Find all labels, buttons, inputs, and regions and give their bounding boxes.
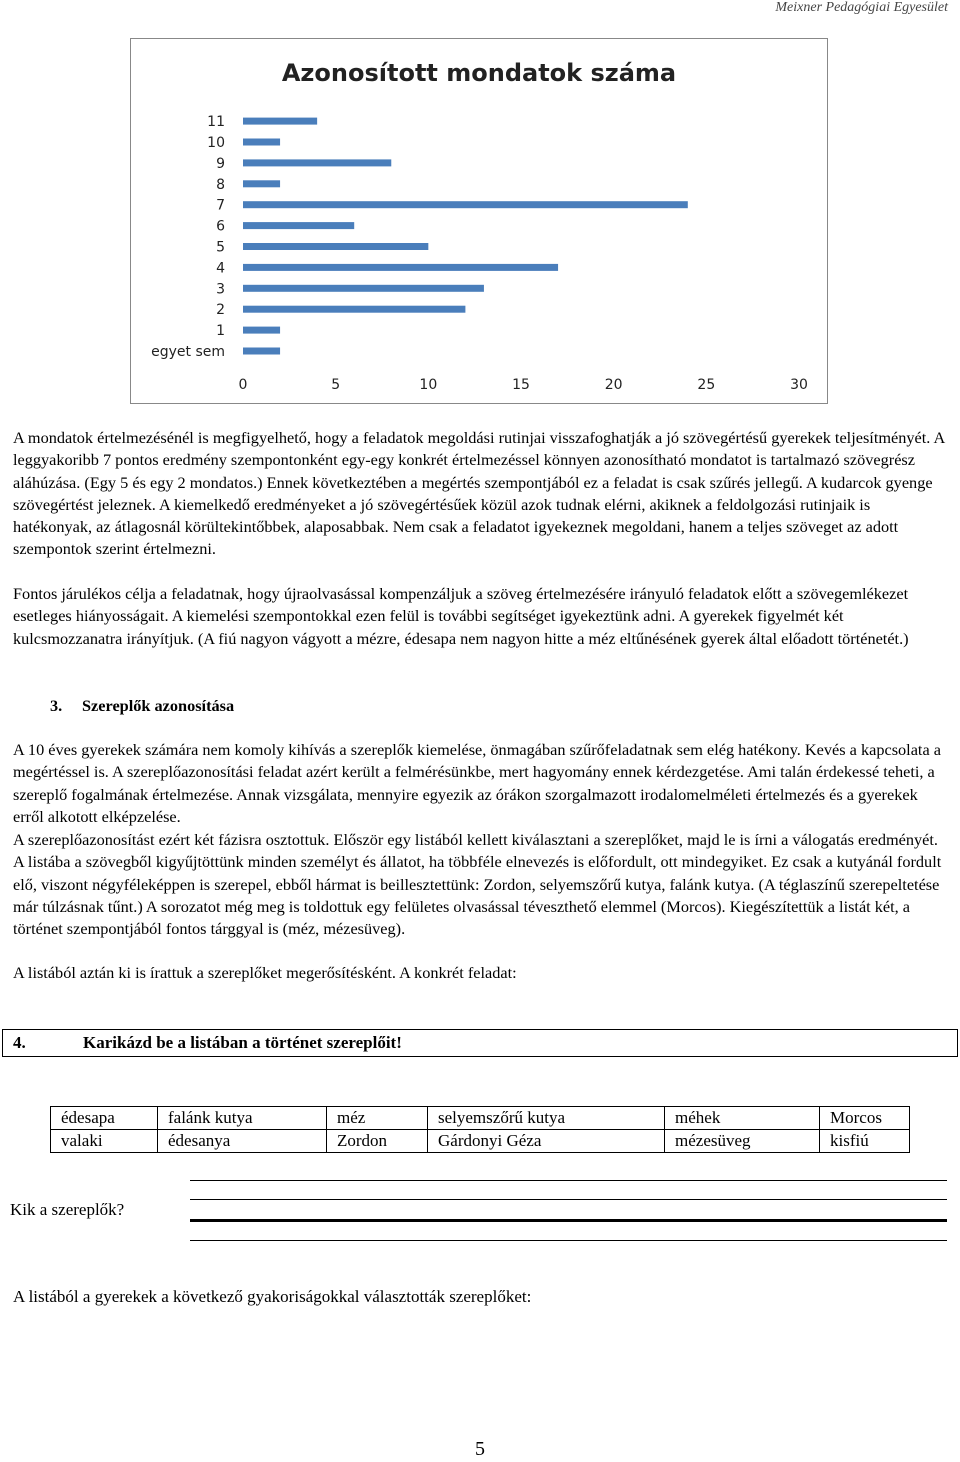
table-cell[interactable]: Zordon (327, 1130, 428, 1153)
y-tick-label: 2 (216, 302, 225, 319)
y-tick-label: 6 (216, 218, 225, 235)
bar (243, 201, 688, 208)
x-tick-label: 10 (419, 377, 438, 393)
y-tick-label: 5 (216, 239, 225, 256)
page-number: 5 (475, 1438, 485, 1460)
table-cell[interactable]: mézesüveg (665, 1130, 820, 1153)
x-tick-label: 25 (697, 377, 716, 393)
paragraph-2: Fontos járulékos célja a feladatnak, hogy újraolvasással kompenzáljuk a szöveg értelmezésére irányuló feladatok előtt a szövegemlékezet esetleges hiányosságait. A kiemelési szempontokkal ezen felül is további segítséget igyekeztünk adni. A gyerekek figyelmét két kulcsmozzanatra irányítjuk. (A fiú nagyon vágyott a mézre, édesapa nem nagyon hitte a méz eltűnésének gyerek által előadott történetét.) (13, 584, 909, 648)
task-4-box (2, 1029, 958, 1057)
x-tick-label: 15 (512, 377, 530, 393)
answer-line[interactable] (190, 1199, 947, 1200)
paragraph-1: A mondatok értelmezésénél is megfigyelhető, hogy a feladatok megoldási rutinjai visszafoghatják a jó szövegértésű gyerekek teljesítményét. A leggyakoribb 7 pontos eredmény szempontonként egy-egy konkrét értelmezéssel könnyen azonosítható mondatot is tartalmazó szövegrész aláhúzása. (Egy 5 és egy 2 mondatos.) Ennek következtében a megértés szempontjából ez a feladat is csak szűrés jellegű. A kudarcok gyenge szövegértést jeleznek. A kiemelkedő eredményeket a jó szövegértésűek közül azok tudnak elérni, akiknek a feldolgozási rutinjaik is hatékonyak, az átlagosnál körültekintőbbek, alaposabbak. Nem csak a feladatot igyekeznek megoldani, hanem a teljes szöveget az adott szempontok szerint értelmezni. (13, 428, 945, 559)
bar-chart (130, 38, 828, 404)
bar (243, 159, 391, 166)
table-row (51, 1107, 910, 1130)
section-3-heading (50, 696, 234, 716)
task-4-number: 4. (13, 1033, 26, 1052)
chart-svg (131, 39, 827, 403)
table-cell[interactable]: Gárdonyi Géza (428, 1130, 665, 1153)
y-tick-label: 11 (207, 114, 225, 131)
table-cell[interactable]: Morcos (820, 1107, 910, 1130)
bar (243, 180, 280, 187)
bar (243, 327, 280, 334)
answer-line[interactable] (190, 1219, 947, 1222)
table-cell[interactable]: méz (327, 1107, 428, 1130)
bar (243, 348, 280, 355)
task-4-title: Karikázd be a listában a történet szereplőit! (83, 1033, 402, 1052)
x-tick-label: 20 (604, 377, 623, 393)
y-tick-label: 7 (216, 197, 225, 214)
page-header: Meixner Pedagógiai Egyesület (775, 0, 948, 15)
table-cell[interactable]: méhek (665, 1107, 820, 1130)
table-cell[interactable]: valaki (51, 1130, 158, 1153)
section-3-number: 3. (50, 696, 63, 715)
x-tick-label: 30 (790, 377, 808, 393)
table-cell[interactable]: kisfiú (820, 1130, 910, 1153)
paragraph-5: A listából aztán ki is írattuk a szereplőket megerősítésként. A konkrét feladat: (13, 963, 517, 982)
y-tick-label: 9 (216, 155, 225, 172)
section-3-title: Szereplők azonosítása (82, 696, 235, 715)
y-tick-label: 4 (216, 260, 225, 277)
bar (243, 222, 354, 229)
characters-table (50, 1106, 910, 1153)
y-tick-label: egyet sem (151, 344, 225, 360)
y-tick-label: 10 (207, 135, 225, 151)
x-tick-label: 5 (331, 377, 341, 393)
footer-paragraph: A listából a gyerekek a következő gyakoriságokkal választották szereplőket: (13, 1287, 532, 1306)
table-cell[interactable]: falánk kutya (158, 1107, 327, 1130)
bar (243, 264, 558, 271)
x-tick-label: 0 (238, 377, 248, 393)
bar (243, 139, 280, 146)
y-tick-label: 8 (216, 176, 225, 193)
table-cell[interactable]: édesanya (158, 1130, 327, 1153)
answer-line[interactable] (190, 1240, 947, 1241)
answer-line[interactable] (190, 1180, 947, 1181)
paragraph-3: A 10 éves gyerekek számára nem komoly kihívás a szereplők kiemelése, önmagában szűrőfeladatnak sem elég hatékony. Kevés a kapcsolata a megértéssel is. A szereplőazonosítási feladat azért került a felmérésünkbe, mert hagyomány ennek kérdezgetése. Ami talán érdekessé teheti, a szereplő fogalmának értelmezése. Annak vizsgálata, mennyire egyezik az órákon szorgalmazott irodalomelméleti értelmezés és a gyerekek erről alkotott elképzelése. (13, 740, 941, 826)
bar (243, 243, 428, 250)
bar (243, 118, 317, 125)
bar (243, 306, 465, 313)
paragraph-4: A szereplőazonosítást ezért két fázisra osztottuk. Először egy listából kellett kiválasztani a szereplőket, majd le is írni a válogatás eredményét. A listába a szövegből kigyűjtöttünk minden személyt és állatot, ha többféle elnevezés is előfordult, ott mindegyiket. Ez csak a kutyánál fordult elő, viszont négyféleképpen is szerepel, ebből hármat is beillesztettünk: Zordon, selyemszőrű kutya, falánk kutya. (A téglaszínű szerepeltetése már túlzásnak tűnt.) A sorozatot még meg is toldottuk egy felületes olvasással téveszthető elemmel (Morcos). Kiegészítettük a listát két, a történet szempontjából fontos tárggyal is (méz, mézesüveg). (13, 830, 942, 939)
bar (243, 285, 484, 292)
y-tick-label: 3 (216, 281, 225, 298)
y-tick-label: 1 (216, 323, 225, 340)
who-label: Kik a szereplők? (10, 1200, 125, 1219)
table-cell[interactable]: édesapa (51, 1107, 158, 1130)
chart-title: Azonosított mondatok száma (281, 59, 677, 87)
table-row (51, 1130, 910, 1153)
table-cell[interactable]: selyemszőrű kutya (428, 1107, 665, 1130)
